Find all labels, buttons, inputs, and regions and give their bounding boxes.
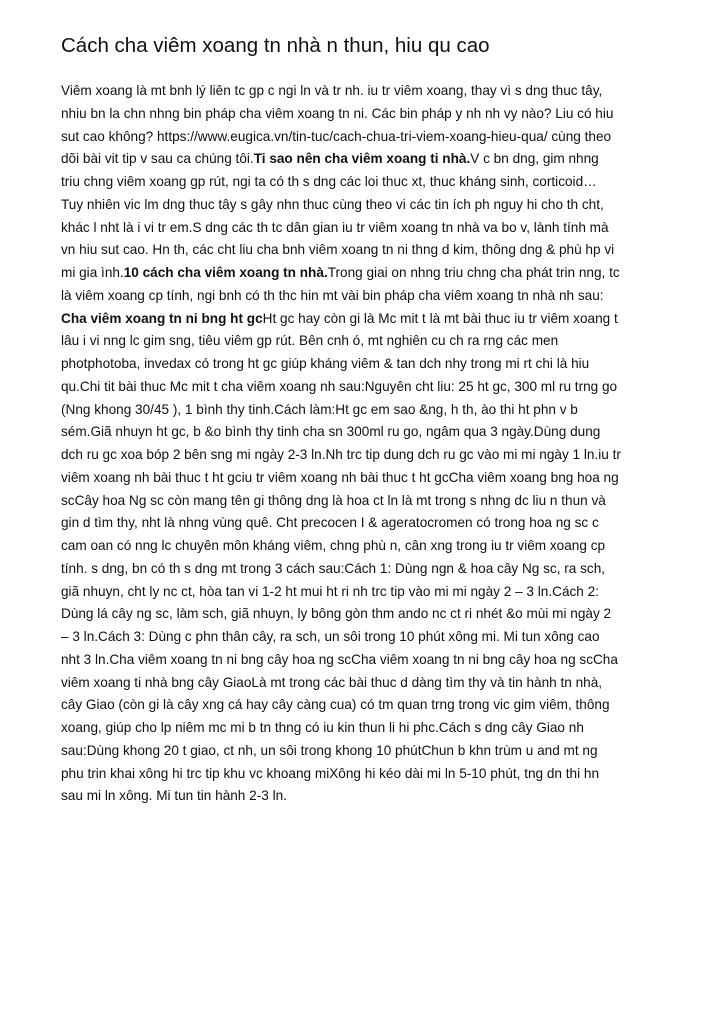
text-line — [61, 444, 665, 467]
text-line — [61, 217, 665, 240]
paragraph-text: vn hiu sut cao. Hn th, các cht liu cha bnh viêm xoang tn ni thng d kim, thông dng & phù hp vi — [61, 242, 615, 258]
text-line — [61, 353, 665, 376]
text-line — [61, 581, 665, 604]
paragraph-text: qu.Chi tit bài thuc Mc mit t cha viêm xoang nh sau:Nguyên cht liu: 25 ht gc, 300 ml ru trng go — [61, 378, 618, 394]
paragraph-text: nhiu bn la chn nhng bin pháp cha viêm xoang tn ni. Các bin pháp y nh nh vy nào? Liu có hiu — [61, 105, 614, 121]
paragraph-text: xoang, giúp cho lp niêm mc mi b tn thng có iu kin thun li hi phc.Cách s dng cây Giao nh — [61, 720, 584, 735]
paragraph-text: tính. s dng, bn có th s dng mt trong 3 cách sau:Cách 1: Dùng ngn & hoa cây Ng sc, ra sch, — [61, 560, 606, 576]
paragraph-text: sém.Giã nhuyn ht gc, b &o bình thy tinh cha sn 300ml ru go, ngâm qua 3 ngày.Dùng dung — [61, 424, 601, 440]
paragraph-text: viêm xoang ti nhà bng cây GiaoLà mt trong các bài thuc d dàng tìm thy và tin hành tn nhà, — [61, 674, 603, 690]
paragraph-text: Dùng lá cây ng sc, làm sch, giã nhuyn, ly bông gòn thm ando nc ct ri nhét &o mùi mi ngày 2 — [61, 606, 612, 622]
text-line — [61, 103, 665, 126]
text-line — [61, 717, 665, 740]
text-line — [61, 171, 665, 194]
text-line — [61, 672, 665, 695]
paragraph-text: cây Giao (còn gi là cây xng cá hay cây càng cua) có tm quan trng trong vic gim viêm, thông — [61, 697, 610, 713]
paragraph-text: triu chng viêm xoang gp rút, ngi ta có th s dng các loi thuc xt, thuc kháng sinh, corticoid… — [61, 174, 597, 189]
paragraph-text: gin d tìm thy, nht là nhng vùng quê. Cht precocen I & ageratocromen có trong hoa ng sc c — [61, 515, 599, 531]
paragraph-text: lâu i vi nng lc gim sng, tiêu viêm gp rút. Bên cnh ó, mt nghiên cu ch ra rng các men — [61, 333, 559, 349]
text-line — [61, 603, 665, 626]
text-line — [61, 535, 665, 558]
paragraph-text: giã nhuyn, cht ly nc ct, hòa tan vi 1-2 ht mui ht ri nh trc tip vào mi mi ngày 2 – 3 ln.Cách 2: — [61, 583, 599, 599]
paragraph-text: sut cao không? https://www.eugica.vn/tin-tuc/cach-chua-tri-viem-xoang-hieu-qua/ cùng theo — [61, 128, 612, 144]
text-line — [61, 694, 665, 717]
text-line — [61, 80, 665, 103]
text-line — [61, 285, 665, 308]
paragraph-text: V c bn dng, gim nhng — [470, 151, 599, 167]
text-line — [61, 399, 665, 422]
text-line — [61, 330, 665, 353]
text-line — [61, 421, 665, 444]
paragraph-text: viêm xoang nh bài thuc t ht gciu tr viêm xoang nh bài thuc t ht gcCha viêm xoang bng hoa ng — [61, 469, 619, 485]
text-line — [61, 239, 665, 262]
paragraph-text: Viêm xoang là mt bnh lý liên tc gp c ngi ln và tr nh. iu tr viêm xoang, thay vì s dng thuc tây, — [61, 83, 603, 98]
text-line — [61, 740, 665, 763]
paragraph-text: (Nng khong 30/45 ), 1 bình thy tinh.Cách làm:Ht gc em sao &ng, h th, ào thi ht phn v b — [61, 401, 578, 417]
bold-heading-text: Cha viêm xoang tn ni bng ht gc — [61, 310, 263, 326]
text-line — [61, 763, 665, 786]
bold-heading-text: Ti sao nên cha viêm xoang ti nhà. — [253, 151, 471, 167]
bold-heading-text: 10 cách cha viêm xoang tn nhà. — [123, 265, 328, 280]
text-line — [61, 649, 665, 672]
paragraph-text: sau:Dùng khong 20 t giao, ct nh, un sôi trong khong 10 phútChun b khn trùm u and mt ng — [61, 742, 598, 758]
paragraph-text: – 3 ln.Cách 3: Dùng c phn thân cây, ra sch, un sôi trong 10 phút xông mi. Mi tun xông cao — [61, 629, 600, 644]
text-line — [61, 148, 665, 171]
paragraph-text: khác l nht là i vi tr em.S dng các th tc dân gian iu tr viêm xoang tn nhà va bo v, lành tính mà — [61, 219, 609, 235]
text-line — [61, 490, 665, 513]
text-line — [61, 785, 665, 808]
text-line — [61, 308, 665, 331]
paragraph-text: là viêm xoang cp tính, ngi bnh có th thc hin mt vài bin pháp cha viêm xoang tn nhà nh sau: — [61, 287, 604, 303]
paragraph-text: cam oan có nng lc chuyên môn kháng viêm, chng phù n, cân xng trong iu tr viêm xoang cp — [61, 538, 606, 553]
paragraph-text: mi gia ình. — [61, 265, 124, 280]
paragraph-text: scCây hoa Ng sc còn mang tên gi thông dng là hoa ct ln là mt trong s nhng dc liu n thun và — [61, 492, 606, 508]
text-line — [61, 194, 665, 217]
paragraph-text: dch ru gc xoa bóp 2 bên sng mi ngày 2-3 ln.Nh trc tip dung dch ru gc vào mi mi ngày 1 ln.iu tr — [61, 447, 621, 462]
text-line — [61, 558, 665, 581]
article-body — [61, 80, 665, 808]
paragraph-text: Trong giai on nhng triu chng cha phát trin nng, tc — [327, 265, 620, 280]
paragraph-text: nht 3 ln.Cha viêm xoang tn ni bng cây hoa ng scCha viêm xoang tn ni bng cây hoa ng scCha — [61, 651, 618, 667]
text-line — [61, 376, 665, 399]
paragraph-text: sau mi ln xông. Mi tun tin hành 2-3 ln. — [61, 788, 287, 804]
paragraph-text: Ht gc hay còn gi là Mc mit t là mt bài thuc iu tr viêm xoang t — [262, 310, 618, 326]
text-line — [61, 512, 665, 535]
paragraph-text: dõi bài vit tip v sau ca chúng tôi. — [61, 151, 254, 167]
paragraph-text: phu trin khai xông hi trc tip khu vc khoang miXông hi kéo dài mi ln 5-10 phút, tng dn thi hn — [61, 765, 600, 781]
paragraph-text: Tuy nhiên vic lm dng thuc tây s gây nhn thuc cùng theo vi các tin ích ph nguy hi cho th cht, — [61, 196, 604, 212]
text-line — [61, 262, 665, 285]
text-line — [61, 126, 665, 149]
text-line — [61, 626, 665, 649]
text-line — [61, 467, 665, 490]
page-title: Cách cha viêm xoang tn nhà n thun, hiu qu cao — [61, 34, 490, 57]
paragraph-text: photphotoba, invedax có trong ht gc giúp kháng viêm & tan dch nhy trong mi rt chi là hiu — [61, 356, 590, 371]
